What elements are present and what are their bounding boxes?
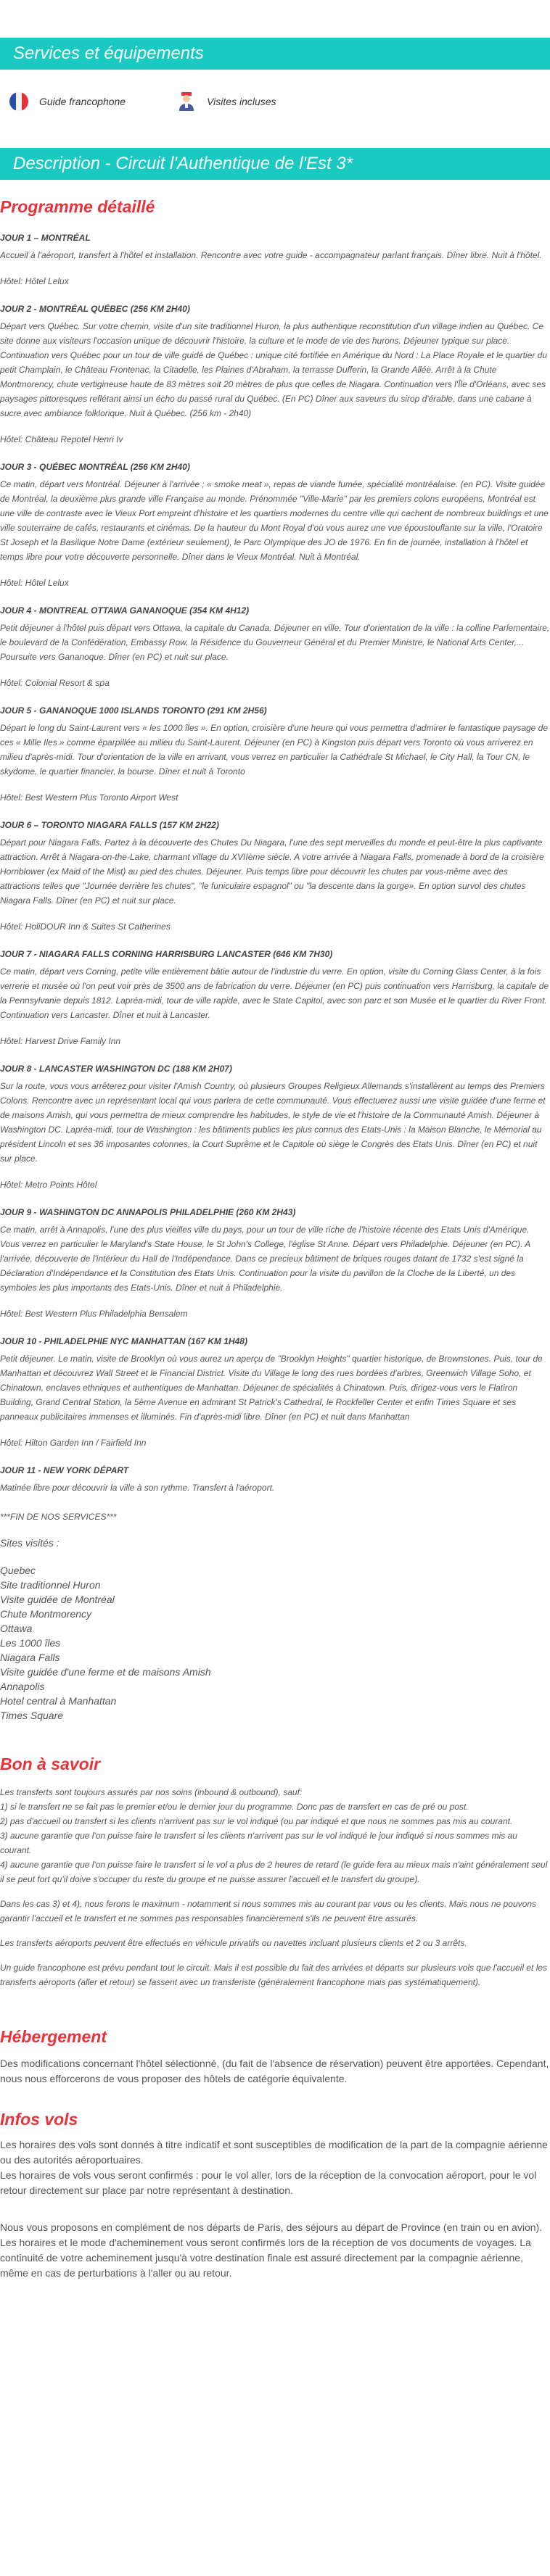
site-item: Annapolis <box>0 1681 45 1692</box>
hebergement <box>0 2026 550 2087</box>
day-hotel: Hôtel: Best Western Plus Toronto Airport West <box>0 792 178 803</box>
services-row <box>0 84 550 119</box>
day-hotel: Hôtel: Hôtel Lelux <box>0 578 69 588</box>
day-heading: JOUR 2 - MONTRÉAL QUÉBEC (256 KM 2H40) <box>0 304 190 314</box>
day-heading: JOUR 10 - PHILADELPHIE NYC MANHATTAN (167 KM 1H48) <box>0 1336 247 1346</box>
infos-vols <box>0 2108 550 2281</box>
day-description: Départ vers Québec. Sur votre chemin, visite d'un site traditionnel Huron, la plus authentique reconstitution d'un village indien au Québec. Ce site donne aux visiteurs l'occasion unique de découvrir l'histoire, la culture et le mode de vie des hurons. Déjeuner typique sur place. Continuation vers Québec pour un tour de ville guidé de Québec : unique cité fortifiée en Amérique du Nord : La Place Royale et le quartier du petit Champlain, le Château Frontenac, la Citadelle, les Plaines d'Abraham, la terrasse Dufferin, la Grande Allée. Arrêt à la Chute Montmorency, chute vertigineuse haute de 83 mètres soit 20 mètres de plus que celles de Niagara. Continuation vers l'Île d'Orléans, avec ses paysages pittoresques reflétant ainsi un écho du passé rural du Québec. (En PC) Dîner aux saveurs du sirop d'érable, dans une cabane à sucre avec ambiance folklorique. Nuit à Québec. (256 km - 2h40) <box>0 321 548 418</box>
day-heading: JOUR 8 - LANCASTER WASHINGTON DC (188 KM 2H07) <box>0 1064 232 1074</box>
bon-paragraph: Les transferts aéroports peuvent être effectués en véhicule privatifs ou navettes incluant plusieurs clients et 2 ou 3 arrêts. <box>0 1938 467 1948</box>
infos-title: Infos vols <box>0 2110 78 2129</box>
site-item: Niagara Falls <box>0 1652 60 1663</box>
description-bar: Description - Circuit l'Authentique de l'Est 3* <box>0 148 550 180</box>
infos-paragraph: Les horaires des vols sont donnés à titre indicatif et sont susceptibles de modification de la part de la compagnie aérienne ou des autorités aéroportuaires. Les horaires de vols vous seront confirmés : pour le vol aller, lors de la réception de la convocation aéroport, pour le vol retour directement sur place par notre représentant à destination. <box>0 2139 548 2196</box>
tour-guide-person-icon <box>176 91 197 112</box>
day-heading: JOUR 11 - NEW YORK DÉPART <box>0 1465 129 1475</box>
bon-title: Bon à savoir <box>0 1755 101 1773</box>
day-heading: JOUR 9 - WASHINGTON DC ANNAPOLIS PHILADELPHIE (260 KM 2H43) <box>0 1207 296 1217</box>
day-hotel: Hôtel: Hilton Garden Inn / Fairfield Inn <box>0 1438 147 1448</box>
day-description: Ce matin, arrêt à Annapolis, l'une des plus vieilles ville du pays, pour un tour de ville riche de l'histoire récente des Etats Unis d'Amérique. Vous verrez en particulier le Maryland's State House, le St John's College, l'église St Anne. Départ vers Philadelphie. Déjeuner (en PC). A l'arrivée, découverte de l'intérieur du Hall de l'Indépendance. Dans ce precieux bâtiment de briques rouges datant de 1732 s'est signé la Déclaration d'Indépendance et la Constitution des Etats Unis. Continuation pour la visite du pavillon de la Cloche de la Liberté, un des symboles les plus importants des Etats-Unis. Dîner et nuit à Philadelphie. <box>0 1225 530 1293</box>
heb-text: Des modifications concernant l'hôtel sélectionné, (du fait de l'absence de réservation) peuvent être apportées. Cependant, nous nous efforcerons de vous proposer des hôtels de catégorie équivalente. <box>0 2058 549 2084</box>
day-heading: JOUR 3 - QUÉBEC MONTRÉAL (256 KM 2H40) <box>0 462 190 472</box>
day-heading: JOUR 4 - MONTREAL OTTAWA GANANOQUE (354 KM 4H12) <box>0 605 250 616</box>
services-bar: Services et équipements <box>0 38 550 70</box>
site-item: Hotel central à Manhattan <box>0 1695 117 1707</box>
day-description: Matinée libre pour découvrir la ville à son rythme. Transfert à l'aéroport. <box>0 1483 275 1493</box>
site-item: Visite guidée d'une ferme et de maisons Amish <box>0 1666 211 1678</box>
day-heading: JOUR 5 - GANANOQUE 1000 ISLANDS TORONTO (291 KM 2H56) <box>0 705 267 716</box>
sites-list <box>0 1563 550 1723</box>
bon-paragraph: Dans les cas 3) et 4), nous ferons le maximum - notamment si nous sommes mis au courant par vous ou les clients. Mais nous ne pouvons garantir l'accueil et le transfert et ne sommes pas responsables financièrement s'ils ne peuvent être assurés. <box>0 1899 536 1923</box>
program <box>0 231 550 1524</box>
day-hotel: Hôtel: Harvest Drive Family Inn <box>0 1036 121 1046</box>
day-heading: JOUR 7 - NIAGARA FALLS CORNING HARRISBURG LANCASTER (646 KM 7H30) <box>0 949 333 959</box>
day-hotel: Hôtel: Colonial Resort & spa <box>0 678 110 688</box>
site-item: Quebec <box>0 1565 36 1576</box>
day-description: Départ le long du Saint-Laurent vers « les 1000 îles ». En option, croisière d'une heure qui vous permettra d'admirer le fantastique paysage de ces « Mille Iles » comme éparpillée au milieu du Saint-Laurent. Déjeuner (en PC) à Kingston puis départ vers Toronto où vous arriverez en milieu d'après-midi. Tour d'orientation de la ville en arrivant, vous verrez en particulier la Cathédrale St Michael, le City Hall, la Tour CN, le skydome, le quartier financier, la bourse. Dîner et nuit à Toronto <box>0 723 549 776</box>
sites-label: Sites visités : <box>0 1537 59 1549</box>
site-item: Ottawa <box>0 1623 33 1634</box>
service-label: Visites incluses <box>207 96 276 107</box>
service-visits <box>176 91 276 112</box>
day-description: Sur la route, vous vous arrêterez pour visiter l'Amish Country, où plusieurs Groupes Religieux Allemands s'installèrent au temps des Premiers Colons. Rencontre avec un représentant local qui vous parlera de cette communauté. Vous effectuerez aussi une visite guidée d'une ferme et de maisons Amish, qui vous permettra de mieux comprendre les habitudes, le style de vie et l'histoire de la Communauté Amish. Déjeuner à Washington DC. Lapréa-midi, tour de Washington : les bâtiments publics les plus connus des Etats-Unis : la Maison Blanche, le Mémorial au président Lincoln et ses 36 imposantes colonnes, la Court Suprême et le Capitole où siège le Congrès des Etats Unis. Dîner (en PC) et nuit sur place. <box>0 1081 546 1164</box>
day-description: Accueil à l'aéroport, transfert à l'hôtel et installation. Rencontre avec votre guide - accompagnateur parlant français. Dîner libre. Nuit à l'hôtel. <box>0 250 542 260</box>
site-item: Les 1000 îles <box>0 1637 61 1649</box>
day-heading: JOUR 1 – MONTRÉAL <box>0 233 91 243</box>
day-description: Ce matin, départ vers Corning, petite ville entièrement bâtie autour de l'industrie du verre. En option, visite du Corning Glass Center, à la fois verrerie et musée où l'on peut voir près de 3500 ans de fabrication du verre. Déjeuner (en PC) puis continuation vers Harrisburg, la capitale de la Pennsylvanie depuis 1812. Lapréa-midi, tour de ville rapide, avec le State Capitol, avec son parc et son Musée et le quartier du River Front. Continuation vers Lancaster. Dîner et nuit à Lancaster. <box>0 966 549 1020</box>
france-flag-icon <box>9 91 29 112</box>
day-heading: JOUR 6 – TORONTO NIAGARA FALLS (157 KM 2H22) <box>0 820 219 830</box>
day-description: Petit déjeuner. Le matin, visite de Brooklyn où vous aurez un aperçu de "Brooklyn Heights" quartier historique, de Brownstones. Puis, tour de Manhattan et découvrez Wall Street et le Financial District. Visite du Village le long des rues bordées d'arbres, Greenwich Village Soho, et Chinatown, enclaves ethniques et authentiques de Manhattan. Déjeuner de spécialités à Chinatown. Puis, dirigez-vous vers le Flatiron Building, Grand Central Station, la 5ème Avenue en admirant St Patrick's Cathedral, le Rockfeller Center et enfin Times Square et ses panneaux publicitaires immenses et illuminés. Fin d'après-midi libre. Dîner (en PC) et nuit dans Manhattan <box>0 1354 543 1422</box>
service-guide <box>9 91 126 112</box>
day-hotel: Hôtel: HoliDOUR Inn & Suites St Catherines <box>0 922 171 932</box>
day-description: Petit déjeuner à l'hôtel puis départ vers Ottawa, la capitale du Canada. Déjeuner en ville. Tour d'orientation de la ville : la colline Parlementaire, le boulevard de la Confédération, Embassy Row, la Résidence du Gouverneur Général et du Premier Ministre, le National Arts Center,... Poursuite vers Gananoque. Dîner (en PC) et nuit sur place. <box>0 623 550 662</box>
day-description: Départ pour Niagara Falls. Partez à la découverte des Chutes Du Niagara, l'une des sept merveilles du monde et peut-être la plus captivante attraction. Arrêt à Niagara-on-the-Lake, charmant village du XVIIème siècle. A votre arrivée à Niagara Falls, promenade à bord de la croisière Hornblower (ex Maid of the Mist) au pied des chutes. Déjeuner. Puis temps libre pour découvrir les chutes par vous-même avec des attractions telles que "Journée derrière les chutes", "le funiculaire espagnol" ou "la descente dans la gorge». En option survol des chutes Niagara Falls. Dîner (en PC) et nuit sur place. <box>0 837 544 906</box>
bon-paragraph: Les transferts sont toujours assurés par nos soins (inbound & outbound), sauf: 1) si le transfert ne se fait pas le premier et/ou le dernier jour du programme. Donc pas de transfert en cas de pré ou post. 2) pas d'accueil ou transfert si les clients n'arrivent pas sur le vol indiqué (ou par indiqué et que nous ne sommes pas mis au courant. 3) aucune garantie que l'on puisse faire le transfert si les clients n'arrivent pas sur le vol indiqué le jour indiqué si nous sommes mis au courant. 4) aucune garantie que l'on puisse faire le transfert si le vol a plus de 2 heures de retard (le guide fera au mieux mais n'aint généralement seul il se peut fort qu'il doive s'occuper du reste du groupe et ne puisse assurer l'accueil et le transfert du groupe). <box>0 1787 548 1884</box>
end-of-services: ***FIN DE NOS SERVICES*** <box>0 1512 117 1522</box>
program-title: Programme détaillé <box>0 197 155 216</box>
day-hotel: Hôtel: Metro Points Hôtel <box>0 1180 97 1190</box>
service-label: Guide francophone <box>39 96 126 107</box>
bon-a-savoir <box>0 1753 550 1989</box>
bon-paragraph: Un guide francophone est prévu pendant tout le circuit. Mais il est possible du fait des arrivées et départs sur plusieurs vols que l'accueil et les transferts aéroports (aller et retour) se fassent avec un transferiste (généralement francophone mais pas systématiquement). <box>0 1963 548 1987</box>
site-item: Chute Montmorency <box>0 1608 92 1620</box>
day-hotel: Hôtel: Hôtel Lelux <box>0 276 69 286</box>
day-hotel: Hôtel: Château Repotel Henri Iv <box>0 434 123 444</box>
site-item: Visite guidée de Montréal <box>0 1594 115 1605</box>
site-item: Site traditionnel Huron <box>0 1579 101 1591</box>
day-hotel: Hôtel: Best Western Plus Philadelphia Bensalem <box>0 1309 188 1319</box>
site-item: Times Square <box>0 1710 64 1721</box>
heb-title: Hébergement <box>0 2027 107 2046</box>
day-description: Ce matin, départ vers Montréal. Déjeuner à l'arrivée ; « smoke meat », repas de viande fumée, spécialité montréalaise. (en PC). Visite guidée de Montréal, la deuxième plus grande ville Française au monde. Prénommée "Ville-Marie" par les premiers colons européens, Montréal est une ville de contraste avec le Vieux Port empreint d'histoire et les quartiers modernes du centre ville qui cachent de nombreux buildings et une ville souterraine de cafés, restaurants et cinémas. De la hauteur du Mont Royal d'où vous aurez une vue époustouflante sur la ville, l'Oratoire St Joseph et la Basilique Notre Dame (extérieur seulement), le Parc Olympique des JO de 1976. En fin de journée, installation à l'hôtel et temps libre pour votre découverte personnelle. Dîner dans le Vieux Montréal. Nuit à Montréal. <box>0 479 549 562</box>
infos-paragraph: Nous vous proposons en complément de nos départs de Paris, des séjours au départ de Province (en train ou en avion). Les horaires et le mode d'acheminement vous seront confirmés lors de la réception de vos documents de voyages. La continuité de votre acheminement jusqu'à votre destination finale est assuré directement par la compagnie aérienne, même en cas de perturbations à l'aller ou au retour. <box>0 2221 543 2279</box>
